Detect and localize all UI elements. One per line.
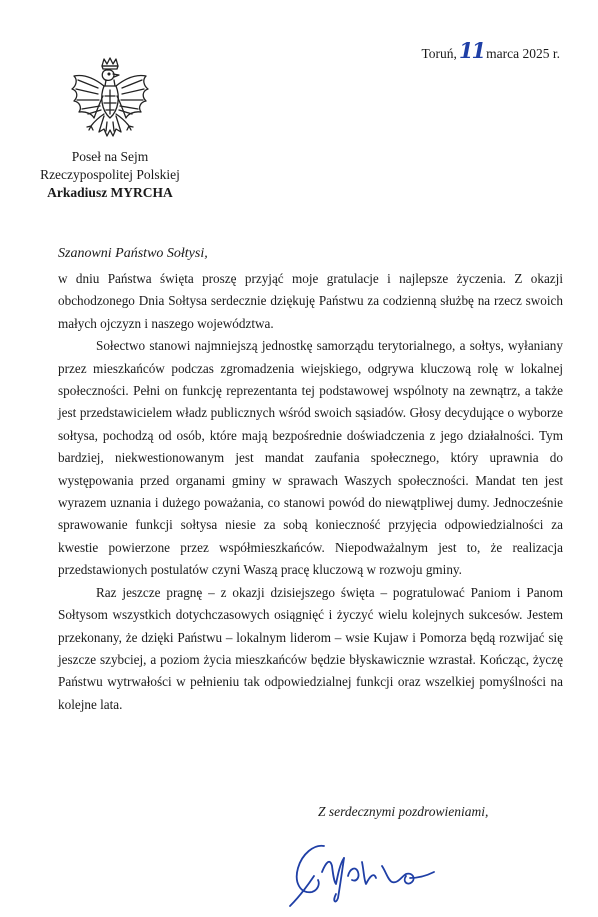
signature-icon — [284, 832, 454, 910]
handwritten-day: 11 — [458, 38, 485, 63]
paragraph: Raz jeszcze pragnę – z okazji dzisiejszego święta – pogratulować Paniom i Panom Sołtysom wszystkich dotychczasowych osiągnięć i życzyć wielu kolejnych sukcesów. Jestem przekonany, że dzięki Państwu – lokalnym liderom – wsie Kujaw i Pomorza będą rozwijać się jeszcze szybciej, a poziom życia mieszkańców będzie błyskawicznie wzrastał. Kończąc, życzę Państwu wytrwałości w pełnieniu tak odpowiedzialnej funkcji oraz wszelkiej pomyślności na kolejne lata. — [58, 584, 563, 712]
eagle-emblem-icon — [64, 56, 156, 152]
sender-institution: Rzeczypospolitej Polskiej — [40, 167, 180, 182]
letter-body — [58, 268, 563, 716]
sender-name: Arkadiusz MYRCHA — [47, 185, 173, 200]
place: Toruń, — [421, 46, 457, 61]
salutation: Szanowni Państwo Sołtysi, — [58, 246, 208, 261]
sender-title: Poseł na Sejm — [71, 149, 149, 164]
paragraph: w dniu Państwa święta proszę przyjąć moje gratulacje i najlepsze życzenia. Z okazji obchodzonego Dnia Sołtysa serdecznie dziękuję Państwu za codzienną służbę na rzecz swoich małych ojczyzn i naszego województwa. — [58, 271, 563, 331]
place-and-date — [421, 38, 560, 63]
month-year: marca 2025 r. — [486, 46, 560, 61]
paragraph: Sołectwo stanowi najmniejszą jednostkę samorządu terytorialnego, a sołtys, wyłaniany przez mieszkańców podczas zgromadzenia wiejskiego, odgrywa kluczową rolę w lokalnej społeczności. Pełni on funkcję reprezentanta tej podstawowej wspólnoty na zewnątrz, a także jest przedstawicielem władz publicznych wśród swoich sąsiadów. Głosy decydujące o wyborze sołtysa, pochodzą od osób, które mają bezpośrednie doświadczenia z jego działalności. Tym bardziej, niekwestionowanym jest mandat zaufania społecznego, który uprawnia do występowania przed organami gminy w sprawach Waszych społeczności. Mandat ten jest wyrazem uznania i dużego poważania, co stanowi powód do niewątpliwej dumy. Jednocześnie sprawowanie funkcji sołtysa niesie za sobą konieczność przyjęcia odpowiedzialności za kwestie powierzone przez współmieszkańców. Niepodważalnym jest to, że realizacja przedstawionych postulatów czyni Waszą pracę kluczową w rozwoju gminy. — [58, 338, 563, 578]
sender-block — [0, 148, 220, 202]
closing-line: Z serdecznymi pozdrowieniami, — [318, 804, 489, 819]
